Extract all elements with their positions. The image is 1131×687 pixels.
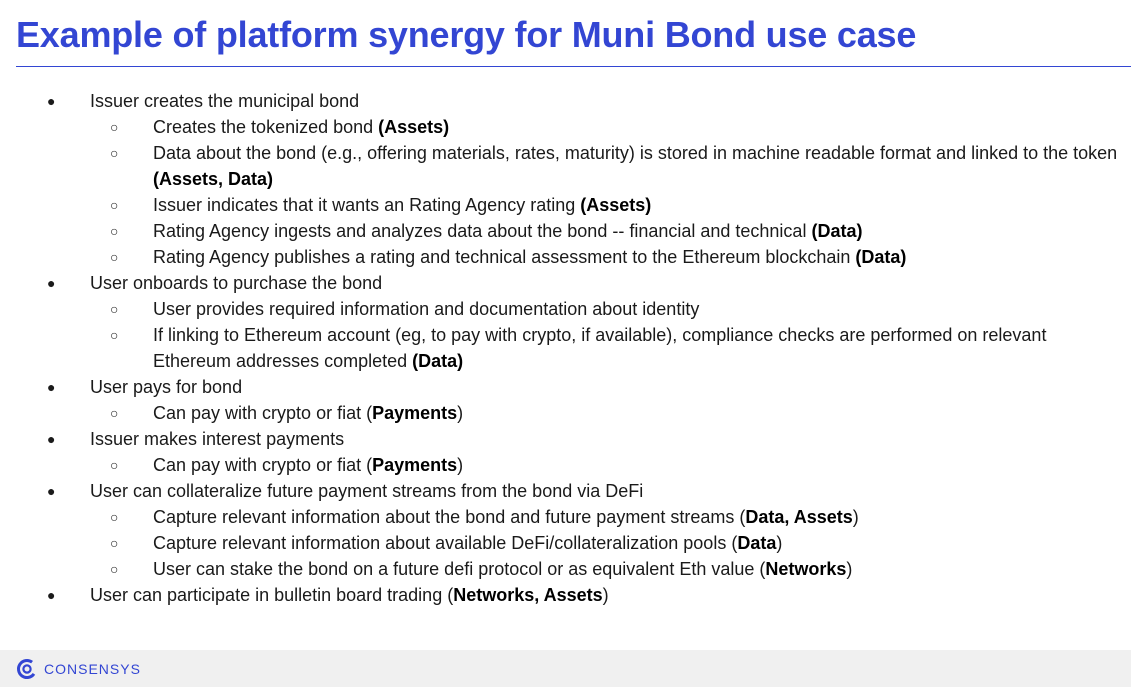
bullet-tail-text: ) (852, 507, 859, 527)
sub-bullet-item (0, 218, 1118, 244)
sub-bullet-item (0, 296, 1118, 322)
bullet-plain-text: Creates the tokenized bond (153, 117, 379, 137)
bullet-tail-text: ) (457, 455, 464, 475)
sub-bullet-marker: ○ (110, 509, 119, 525)
sub-bullet-item (0, 114, 1118, 140)
sub-bullet-marker: ○ (110, 327, 119, 343)
sub-bullet-item (0, 452, 1118, 478)
bullet-text (153, 117, 449, 137)
bullet-text (90, 585, 609, 605)
sub-bullet-item (0, 244, 1118, 270)
bullet-text (153, 533, 782, 553)
footer-bar (0, 650, 1131, 687)
bullet-tail-text: ) (846, 559, 853, 579)
consensys-logo (16, 658, 141, 680)
sub-bullet-marker: ○ (110, 535, 119, 551)
bullet-plain-text: Issuer indicates that it wants an Rating Agency rating (153, 195, 581, 215)
title-divider (16, 66, 1131, 67)
sub-bullet-marker: ○ (110, 119, 119, 135)
bullet-plain-text: If linking to Ethereum account (eg, to pay with crypto, if available), compliance checks are performed on relevant Ethereum addresses completed (153, 325, 1047, 371)
bullet-category-tag: Data, Assets (745, 507, 853, 527)
sub-bullet-marker: ○ (110, 457, 119, 473)
bullet-text (153, 195, 651, 215)
bullet-text (153, 299, 699, 319)
bullet-plain-text: Rating Agency publishes a rating and technical assessment to the Ethereum blockchain (153, 247, 856, 267)
sub-bullet-marker: ○ (110, 145, 119, 161)
bullet-text (153, 143, 1117, 189)
sub-bullet-marker: ○ (110, 301, 119, 317)
bullet-category-tag: (Data) (855, 247, 907, 267)
sub-bullet-marker: ○ (110, 405, 119, 421)
bullet-marker: ● (47, 587, 56, 603)
bullet-plain-text: Capture relevant information about the bond and future payment streams ( (153, 507, 746, 527)
sub-bullet-marker: ○ (110, 223, 119, 239)
bullet-marker: ● (47, 93, 56, 109)
bullet-text (153, 247, 906, 267)
sub-bullet-item (0, 504, 1118, 530)
bullet-category-tag: (Assets) (580, 195, 652, 215)
bullet-plain-text: User can participate in bulletin board trading ( (90, 585, 454, 605)
bullet-text (153, 325, 1046, 371)
slide-title: Example of platform synergy for Muni Bond use case (16, 14, 917, 55)
bullet-plain-text: Capture relevant information about available DeFi/collateralization pools ( (153, 533, 738, 553)
sub-bullet-item (0, 400, 1118, 426)
bullet-plain-text: User provides required information and documentation about identity (153, 299, 700, 319)
bullet-category-tag: Payments (372, 403, 458, 423)
bullet-plain-text: User onboards to purchase the bond (90, 273, 383, 293)
bullet-tail-text: ) (776, 533, 783, 553)
bullet-category-tag: (Assets, Data) (153, 169, 274, 189)
bullet-item (0, 426, 1120, 452)
bullet-tail-text: ) (457, 403, 464, 423)
sub-bullet-item (0, 322, 1118, 374)
bullet-plain-text: Rating Agency ingests and analyzes data about the bond -- financial and technical (153, 221, 812, 241)
sub-bullet-item (0, 556, 1118, 582)
bullet-plain-text: Data about the bond (e.g., offering materials, rates, maturity) is stored in machine readable format and linked to the token (153, 143, 1118, 163)
bullet-category-tag: (Data) (412, 351, 464, 371)
bullet-text (153, 455, 463, 475)
bullet-text (153, 403, 463, 423)
sub-bullet-item (0, 192, 1118, 218)
bullet-item (0, 374, 1120, 400)
bullet-category-tag: Networks, Assets (453, 585, 603, 605)
sub-bullet-marker: ○ (110, 197, 119, 213)
bullet-category-tag: Data (737, 533, 777, 553)
bullet-item (0, 478, 1120, 504)
bullet-tail-text: ) (602, 585, 609, 605)
bullet-plain-text: Issuer makes interest payments (90, 429, 345, 449)
bullet-plain-text: Can pay with crypto or fiat ( (153, 403, 373, 423)
bullet-list (0, 88, 1131, 608)
sub-bullet-marker: ○ (110, 249, 119, 265)
sub-bullet-item (0, 530, 1118, 556)
bullet-marker: ● (47, 431, 56, 447)
bullet-item (0, 582, 1120, 608)
sub-bullet-item (0, 140, 1118, 192)
logo-wordmark: CONSENSYS (44, 661, 141, 677)
bullet-text (153, 221, 862, 241)
bullet-plain-text: Can pay with crypto or fiat ( (153, 455, 373, 475)
bullet-text (90, 377, 242, 397)
bullet-text (153, 507, 859, 527)
bullet-category-tag: (Assets) (378, 117, 450, 137)
bullet-item (0, 270, 1120, 296)
bullet-marker: ● (47, 379, 56, 395)
bullet-plain-text: User pays for bond (90, 377, 243, 397)
bullet-item (0, 88, 1120, 114)
bullet-plain-text: Issuer creates the municipal bond (90, 91, 360, 111)
bullet-marker: ● (47, 275, 56, 291)
bullet-text (90, 429, 344, 449)
bullet-category-tag: Payments (372, 455, 458, 475)
bullet-category-tag: (Data) (811, 221, 863, 241)
bullet-marker: ● (47, 483, 56, 499)
consensys-logo-icon (16, 658, 38, 680)
bullet-text (90, 273, 382, 293)
bullet-plain-text: User can stake the bond on a future defi protocol or as equivalent Eth value ( (153, 559, 766, 579)
bullet-text (90, 91, 359, 111)
bullet-text (90, 481, 643, 501)
bullet-plain-text: User can collateralize future payment streams from the bond via DeFi (90, 481, 644, 501)
bullet-category-tag: Networks (765, 559, 847, 579)
bullet-text (153, 559, 852, 579)
sub-bullet-marker: ○ (110, 561, 119, 577)
